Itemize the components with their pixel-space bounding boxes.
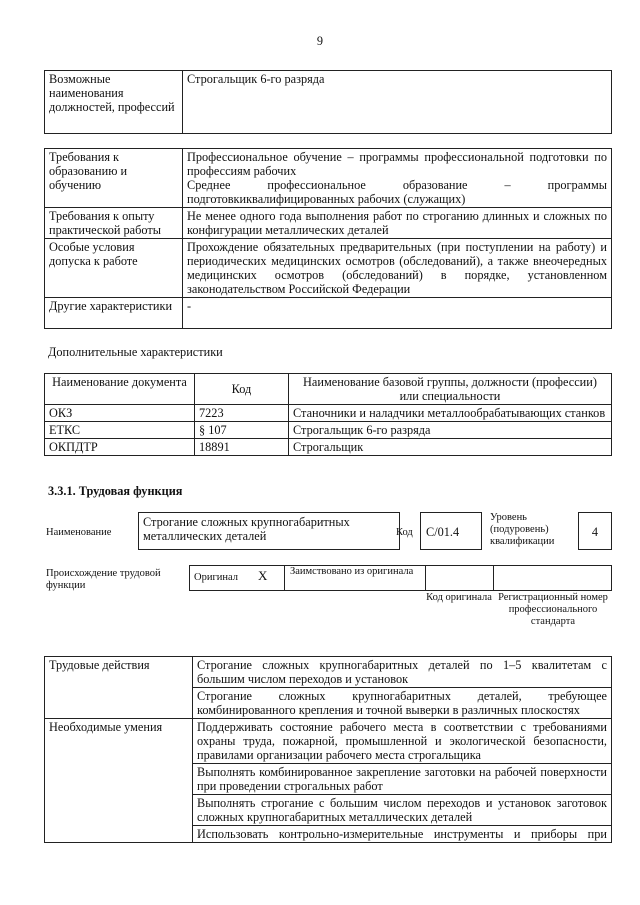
reg-number-caption: Регистрационный номер профессионального стандарта bbox=[498, 592, 608, 627]
additional-title: Дополнительные характеристики bbox=[48, 345, 223, 359]
cell-name: Станочники и наладчики металлообрабатывающих станков bbox=[289, 405, 612, 422]
cell-name: Строгальщик 6-го разряда bbox=[289, 422, 612, 439]
table-row bbox=[45, 149, 612, 208]
table-row bbox=[45, 374, 612, 405]
table-row bbox=[45, 239, 612, 298]
function-name-label: Наименование bbox=[46, 527, 112, 538]
action-item: Строгание сложных крупногабаритных деталей, требующее комбинированного крепления и точной выверки в различных плоскостях bbox=[193, 688, 612, 719]
req-education-value: Профессиональное обучение – программы профессиональной подготовки по профессиям рабочих Среднее профессиональное образование – программы подготовкиквалифицированных рабочих (служащих) bbox=[183, 149, 612, 208]
function-name-value: Строгание сложных крупногабаритных металлических деталей bbox=[143, 515, 350, 543]
section-heading: 3.3.1. Трудовая функция bbox=[48, 484, 183, 498]
origin-divider-2 bbox=[425, 565, 426, 591]
function-code-box bbox=[420, 512, 482, 550]
header-code: Код bbox=[195, 374, 289, 405]
function-name-box bbox=[138, 512, 400, 550]
level-box bbox=[578, 512, 612, 550]
original-mark: X bbox=[258, 568, 268, 583]
skills-label: Необходимые умения bbox=[45, 719, 193, 843]
table-row bbox=[45, 439, 612, 456]
function-code-label: Код bbox=[396, 527, 413, 538]
cell-code: 18891 bbox=[195, 439, 289, 456]
table-row bbox=[45, 298, 612, 329]
cell-doc: ЕТКС bbox=[45, 422, 195, 439]
borrowed-label: Заимствовано из оригинала bbox=[290, 566, 414, 577]
skill-item: Выполнять строгание с большим числом переходов и установок заготовок сложных крупногабаритных металлических деталей bbox=[193, 795, 612, 826]
table-row bbox=[45, 71, 612, 134]
additional-table bbox=[44, 373, 612, 456]
origin-divider-3 bbox=[493, 565, 494, 591]
positions-value: Строгальщик 6-го разряда bbox=[183, 71, 612, 134]
cell-doc: ОКЗ bbox=[45, 405, 195, 422]
function-code-value: C/01.4 bbox=[426, 525, 460, 539]
positions-table bbox=[44, 70, 612, 134]
origin-label: Происхождение трудовой функции bbox=[46, 568, 161, 591]
table-row bbox=[45, 719, 612, 764]
origin-divider-1 bbox=[284, 565, 285, 591]
requirements-table bbox=[44, 148, 612, 329]
req-experience-value: Не менее одного года выполнения работ по строганию длинных и сложных по конфигурации металлических деталей bbox=[183, 208, 612, 239]
table-row bbox=[45, 422, 612, 439]
cell-code: § 107 bbox=[195, 422, 289, 439]
code-original-caption: Код оригинала bbox=[426, 592, 492, 603]
original-label: Оригинал bbox=[194, 572, 238, 583]
req-education-label: Требования к образованию и обучению bbox=[45, 149, 183, 208]
page-number: 9 bbox=[316, 34, 324, 48]
table-row bbox=[45, 657, 612, 688]
header-document: Наименование документа bbox=[45, 374, 195, 405]
req-conditions-value: Прохождение обязательных предварительных (при поступлении на работу) и периодических медицинских осмотров (обследований), а также внеочередных медицинских осмотров (обследований) в порядке, установленном законодательством Российской Федерации bbox=[183, 239, 612, 298]
req-conditions-label: Особые условия допуска к работе bbox=[45, 239, 183, 298]
table-row bbox=[45, 405, 612, 422]
level-value: 4 bbox=[591, 525, 599, 539]
actions-label: Трудовые действия bbox=[45, 657, 193, 719]
req-other-value: - bbox=[183, 298, 612, 329]
cell-code: 7223 bbox=[195, 405, 289, 422]
header-group: Наименование базовой группы, должности (профессии) или специальности bbox=[289, 374, 612, 405]
req-experience-label: Требования к опыту практической работы bbox=[45, 208, 183, 239]
work-table bbox=[44, 656, 612, 843]
cell-doc: ОКПДТР bbox=[45, 439, 195, 456]
skill-item: Поддерживать состояние рабочего места в соответствии с требованиями охраны труда, пожарной, промышленной и экологической безопасности, правилами организации рабочего места строгальщика bbox=[193, 719, 612, 764]
action-item: Строгание сложных крупногабаритных деталей по 1–5 квалитетам с большим числом переходов и установок bbox=[193, 657, 612, 688]
cell-name: Строгальщик bbox=[289, 439, 612, 456]
req-other-label: Другие характеристики bbox=[45, 298, 183, 329]
table-row bbox=[45, 208, 612, 239]
level-label: Уровень (подуровень) квалификации bbox=[490, 512, 555, 547]
skill-item: Выполнять комбинированное закрепление заготовки на рабочей поверхности при проведении строгальных работ bbox=[193, 764, 612, 795]
positions-label: Возможные наименования должностей, профессий bbox=[45, 71, 183, 134]
skill-item: Использовать контрольно-измерительные инструменты и приборы при bbox=[193, 826, 612, 843]
